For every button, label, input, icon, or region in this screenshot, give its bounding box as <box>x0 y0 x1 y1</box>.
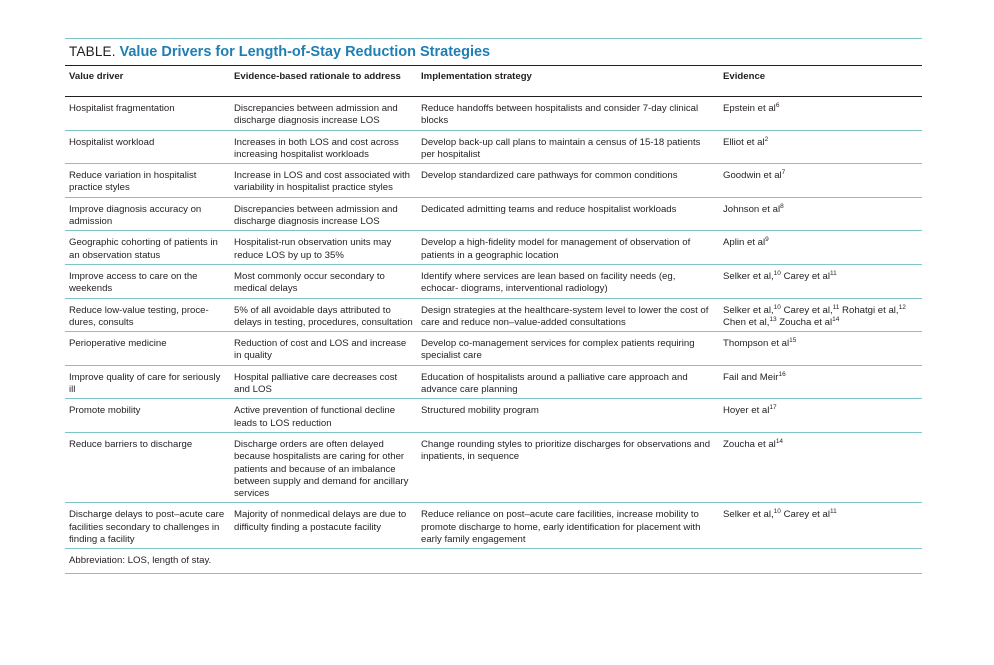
cell-rationale: Reduction of cost and LOS and increase in quality <box>230 332 417 366</box>
cell-strategy: Develop standardized care pathways for common conditions <box>417 164 719 198</box>
cell-evidence <box>719 130 922 164</box>
table-row <box>65 399 922 433</box>
citation-text: Rohatgi et al, <box>839 304 899 316</box>
cell-rationale: Majority of nonmedical delays are due to difficulty finding a postacute facility <box>230 503 417 549</box>
citation-text: Zoucha et al <box>723 438 776 450</box>
header-rationale: Evidence-based rationale to address <box>230 66 417 97</box>
table-title-prefix: TABLE. <box>69 44 116 59</box>
cell-rationale: Discrepancies between admission and discharge diagnosis increase LOS <box>230 97 417 131</box>
citation-ref-number: 7 <box>781 169 786 177</box>
cell-evidence <box>719 298 922 332</box>
citation-text: Carey et al <box>780 509 830 521</box>
table-row <box>65 97 922 131</box>
citation-ref-number: 14 <box>832 315 840 323</box>
cell-evidence <box>719 97 922 131</box>
cell-evidence <box>719 197 922 231</box>
citation-text: Selker et al, <box>723 509 774 521</box>
cell-value-driver: Reduce barriers to discharge <box>65 432 230 502</box>
cell-evidence <box>719 332 922 366</box>
table-row <box>65 503 922 549</box>
cell-rationale: Most commonly occur secondary to medical delays <box>230 264 417 298</box>
cell-strategy: Develop a high-fidelity model for management of observation of patients in a geographic location <box>417 231 719 265</box>
table-row <box>65 130 922 164</box>
citation-ref-number: 16 <box>778 370 786 378</box>
cell-value-driver: Perioperative medicine <box>65 332 230 366</box>
citation-ref-number: 9 <box>765 236 769 244</box>
citation-text: Epstein et al <box>723 103 776 114</box>
cell-strategy: Education of hospitalists around a palliative care approach and advance care planning <box>417 365 719 399</box>
cell-strategy: Change rounding styles to prioritize discharges for observations and inpatients, in sequence <box>417 432 719 502</box>
cell-rationale: Discrepancies between admission and discharge diagnosis increase LOS <box>230 197 417 231</box>
value-drivers-table <box>65 66 922 549</box>
cell-value-driver: Discharge delays to post–acute care facilities secondary to challenges in finding a facility <box>65 503 230 549</box>
cell-value-driver: Promote mobility <box>65 399 230 433</box>
citation-ref-number: 2 <box>764 135 769 143</box>
table-frame <box>65 38 922 574</box>
cell-value-driver: Geographic cohorting of patients in an observation status <box>65 231 230 265</box>
cell-rationale: Hospital palliative care decreases cost and LOS <box>230 365 417 399</box>
cell-value-driver: Improve quality of care for seriously ill <box>65 365 230 399</box>
citation-text: Selker et al, <box>723 270 774 282</box>
cell-rationale: Hospitalist-run observation units may reduce LOS by up to 35% <box>230 231 417 265</box>
table-row <box>65 298 922 332</box>
citation-ref-number: 8 <box>780 202 784 210</box>
table-row <box>65 264 922 298</box>
citation-text: Carey et al, <box>780 304 833 316</box>
citation-text: Fail and Meir <box>723 371 779 383</box>
citation-ref-number: 11 <box>832 303 840 311</box>
cell-evidence <box>719 365 922 399</box>
cell-value-driver: Improve access to care on the weekends <box>65 264 230 298</box>
citation-text: Elliot et al <box>723 136 765 148</box>
cell-value-driver: Reduce low-value testing, proce- dures, consults <box>65 298 230 332</box>
citation-ref-number: 10 <box>773 269 781 277</box>
cell-evidence <box>719 503 922 549</box>
citation-ref-number: 11 <box>829 269 837 277</box>
header-row <box>65 66 922 97</box>
header-implementation-strategy: Implementation strategy <box>417 66 719 97</box>
table-row <box>65 197 922 231</box>
citation-ref-number: 11 <box>829 508 837 516</box>
citation-ref-number: 15 <box>789 337 797 345</box>
cell-strategy: Dedicated admitting teams and reduce hospitalist workloads <box>417 197 719 231</box>
citation-ref-number: 12 <box>898 303 906 311</box>
citation-text: Goodwin et al <box>723 170 782 182</box>
cell-evidence <box>719 432 922 502</box>
citation-text: Chen et al, <box>723 316 770 328</box>
table-row <box>65 164 922 198</box>
table-row <box>65 332 922 366</box>
citation-ref-number: 10 <box>773 508 781 516</box>
cell-evidence <box>719 399 922 433</box>
citation-ref-number: 13 <box>769 315 777 323</box>
cell-value-driver: Hospitalist workload <box>65 130 230 164</box>
citation-ref-number: 17 <box>769 404 777 412</box>
cell-value-driver: Reduce variation in hospitalist practice styles <box>65 164 230 198</box>
citation-text: Zoucha et al <box>776 316 833 328</box>
citation-text: Aplin et al <box>723 237 766 249</box>
cell-strategy: Identify where services are lean based on facility needs (eg, echocar- diograms, interventional radiology) <box>417 264 719 298</box>
table-footnote: Abbreviation: LOS, length of stay. <box>65 549 922 574</box>
table-title-text: Value Drivers for Length-of-Stay Reduction Strategies <box>119 44 491 60</box>
cell-rationale: 5% of all avoidable days attributed to delays in testing, procedures, consultation <box>230 298 417 332</box>
cell-rationale: Increases in both LOS and cost across increasing hospitalist workloads <box>230 130 417 164</box>
cell-value-driver: Hospitalist fragmentation <box>65 97 230 131</box>
cell-strategy: Reduce handoffs between hospitalists and consider 7-day clinical blocks <box>417 97 719 131</box>
citation-text: Hoyer et al <box>723 405 770 417</box>
cell-evidence <box>719 231 922 265</box>
table-row <box>65 365 922 399</box>
citation-ref-number: 14 <box>775 437 784 445</box>
citation-text: Johnson et al <box>723 203 781 215</box>
table-row <box>65 432 922 502</box>
cell-rationale: Increase in LOS and cost associated with variability in hospitalist practice styles <box>230 164 417 198</box>
cell-evidence <box>719 264 922 298</box>
cell-strategy: Structured mobility program <box>417 399 719 433</box>
citation-text: Selker et al, <box>723 304 774 316</box>
table-title <box>65 39 922 65</box>
cell-strategy: Design strategies at the healthcare-system level to lower the cost of care and reduce non–value-added consultations <box>417 298 719 332</box>
cell-strategy: Reduce reliance on post–acute care facilities, increase mobility to promote discharge to home, early identification for placement with early family engagement <box>417 503 719 549</box>
citation-text: Carey et al <box>780 270 830 282</box>
citation-text: Thompson et al <box>723 338 790 350</box>
cell-evidence <box>719 164 922 198</box>
cell-rationale: Discharge orders are often delayed because hospitalists are caring for other patients and because of an imbalance between supply and demand for ancillary services <box>230 432 417 502</box>
cell-strategy: Develop co-management services for complex patients requiring specialist care <box>417 332 719 366</box>
header-value-driver: Value driver <box>65 66 230 97</box>
table-body <box>65 97 922 549</box>
cell-value-driver: Improve diagnosis accuracy on admission <box>65 197 230 231</box>
cell-rationale: Active prevention of functional decline leads to LOS reduction <box>230 399 417 433</box>
citation-ref-number: 10 <box>773 303 781 311</box>
cell-strategy: Develop back-up call plans to maintain a census of 15-18 patients per hospitalist <box>417 130 719 164</box>
table-row <box>65 231 922 265</box>
citation-ref-number: 6 <box>775 102 780 109</box>
header-evidence: Evidence <box>719 66 922 97</box>
